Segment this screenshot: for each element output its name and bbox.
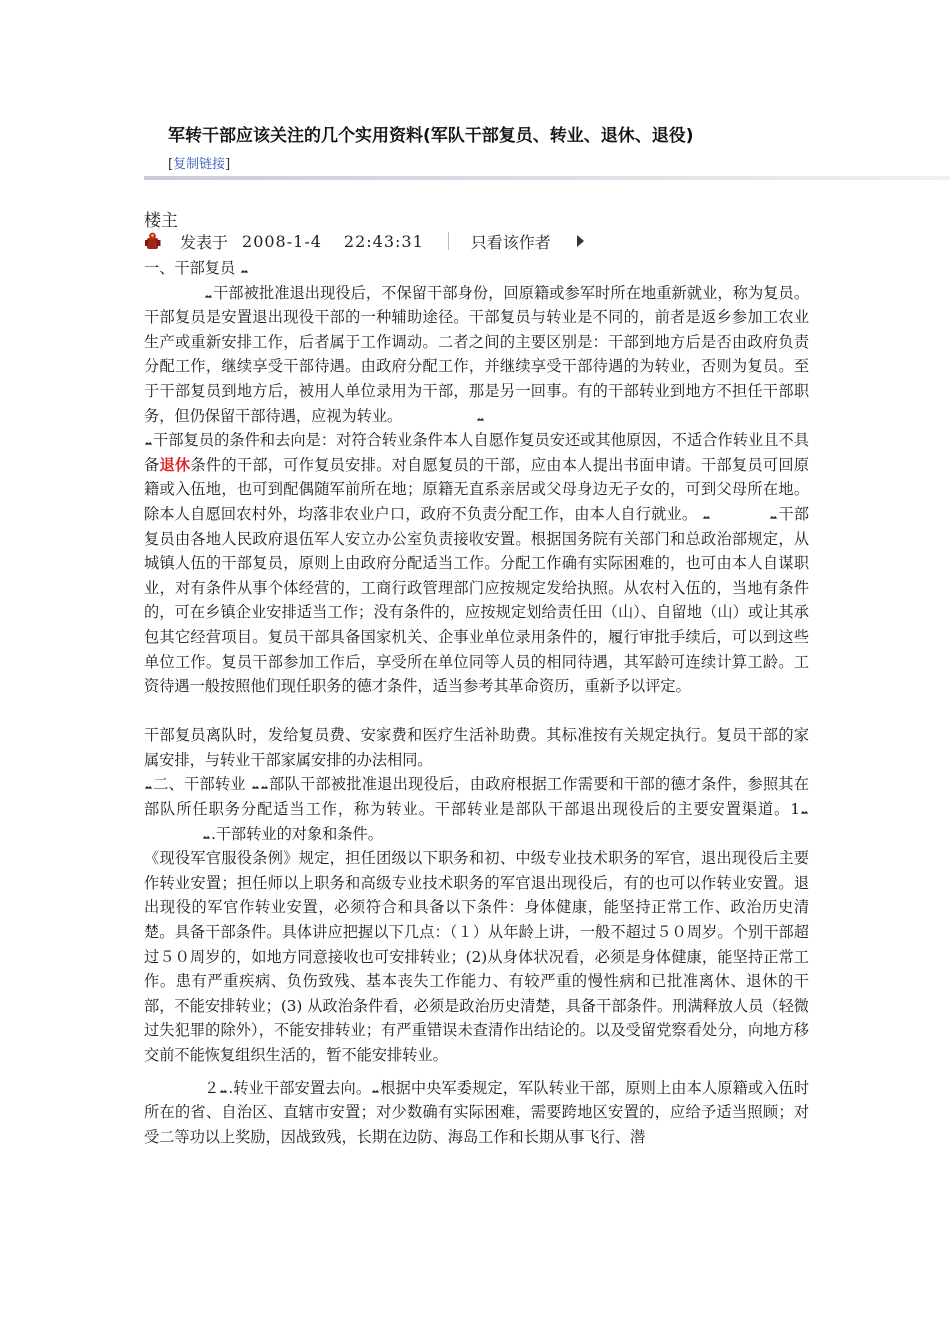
mark-icon bbox=[769, 511, 778, 520]
mark-icon bbox=[800, 806, 809, 815]
section-heading: 二、干部转业 bbox=[153, 775, 246, 794]
paragraph bbox=[144, 281, 809, 429]
user-avatar-icon bbox=[144, 231, 162, 251]
mark-icon bbox=[260, 781, 269, 790]
mark-icon bbox=[371, 1085, 380, 1094]
mark-icon bbox=[204, 290, 213, 299]
paragraph-text: 部队干部被批准退出现役后，由政府根据工作需要和干部的德才条件，参照其在部队所任职务分配适当工作，称为转业。干部转业是部队干部退出现役后的主要安置渠道。1 bbox=[144, 775, 810, 819]
blank-line bbox=[144, 699, 809, 724]
mark-icon bbox=[476, 413, 485, 422]
post-title: 军转干部应该关注的几个实用资料(军队干部复员、转业、退休、退役) bbox=[168, 126, 694, 146]
floor-label: 楼主 bbox=[144, 211, 178, 231]
mark-icon bbox=[144, 437, 153, 446]
posted-label: 发表于 bbox=[180, 232, 229, 252]
post-meta bbox=[144, 230, 664, 252]
paragraph-text: 干部被批准退出现役后，不保留干部身份，回原籍或参军时所在地重新就业，称为复员。干部复员是安置退出现役干部的一种辅助途径。干部复员与转业是不同的，前者是返乡参加工农业生产或重新安排工作，后者属于工作调动。二者之间的主要区别是：干部到地方后是否由政府负责分配工作，继续享受干部待遇。由政府分配工作，并继续享受干部待遇的为转业，否则为复员。至于干部复员到地方后，被用人单位录用为干部，那是另一回事。有的干部转业到地方不担任干部职务，但仍保留干部待遇，应视为转业。 bbox=[144, 283, 809, 425]
title-divider bbox=[144, 176, 950, 180]
paragraph bbox=[144, 1076, 809, 1150]
paragraph-text: 根据中央军委规定，军队转业干部，原则上由本人原籍或入伍时所在的省、自治区、直辖市安置；对少数确有实际困难，需要跨地区安置的，应给予适当照顾；对受二等功以上奖励，因战致残，长期在边防、海岛工作和长期从事飞行、潜 bbox=[144, 1078, 810, 1146]
paragraph-text: 干部复员的条件和去向是：对符合转业条件本人自愿作复员安还或其他原因，不适合作转业且不具备 bbox=[144, 431, 809, 474]
copy-link-button[interactable]: 复制链接 bbox=[173, 157, 226, 172]
mark-icon bbox=[144, 781, 153, 790]
paragraph-text: .转业干部安置去向。 bbox=[228, 1078, 372, 1097]
mark-icon bbox=[251, 781, 260, 790]
paragraph bbox=[144, 772, 809, 846]
paragraph: 《现役军官服役条例》规定，担任团级以下职务和初、中级专业技术职务的军官，退出现役后主要作转业安置；担任师以上职务和高级专业技术职务的军官退出现役后，有的也可以作转业安置。退出现役的军官作转业安置，必须符合和具备以下条件：身体健康，能坚持正常工作、政治历史清楚。具备干部条件。具体讲应把握以下几点：（１）从年龄上讲，一般不超过５０周岁。个别干部超过５０周岁的，如地方同意接收也可安排转业；(2)从身体状况看，必须是身体健康，能坚持正常工作。患有严重疾病、负伤致残、基本丧失工作能力、有较严重的慢性病和已批准离休、退休的干部，不能安排转业；(3) 从政治条件看，必须是政治历史清楚，具备干部条件。刑满释放人员（轻微过失犯罪的除外），不能安排转业；有严重错误未查清作出结论的。以及受留党察看处分，向地方移交前不能恢复组织生活的，暂不能安排转业。 bbox=[144, 849, 809, 1064]
highlight-keyword[interactable]: 退休 bbox=[159, 455, 191, 474]
paragraph-text: ２ bbox=[204, 1078, 220, 1097]
paragraph bbox=[144, 256, 809, 281]
paragraph: 干部复员离队时，发给复员费、安家费和医疗生活补助费。其标准按有关规定执行。复员干部的家属安排，与转业干部家属安排的办法相同。 bbox=[144, 726, 809, 769]
paragraph-text: .干部转业的对象和条件。 bbox=[211, 824, 383, 843]
paragraph-text: 条件的干部，可作复员安排。对自愿复员的干部，应由本人提出书面申请。干部复员可回原籍或入伍地，也可到配偶随军前所在地；原籍无直系亲居或父母身边无子女的，可到父母所在地。除本人自愿回农村外，均落非农业户口，政府不负责分配工作，由本人自行就业。 bbox=[144, 455, 810, 523]
only-author-link[interactable]: 只看该作者 bbox=[470, 232, 551, 252]
mark-icon bbox=[202, 831, 211, 840]
arrow-right-icon[interactable] bbox=[577, 235, 584, 247]
mark-icon bbox=[219, 1085, 228, 1094]
post-time: 22:43:31 bbox=[343, 231, 424, 251]
paragraph bbox=[144, 428, 809, 699]
mark-icon bbox=[702, 511, 711, 520]
post-date: 2008-1-4 bbox=[242, 231, 322, 251]
paragraph-text: 干部复员由各地人民政府退伍军人安立办公室负责接收安置。根据国务院有关部门和总政治部规定，从城镇人伍的干部复员，原则上由政府分配适当工作。分配工作确有实际困难的，也可由本人自谋职业，对有条件从事个体经营的，工商行政管理部门应按规定发给执照。从农村入伍的，当地有条件的，可在乡镇企业安排适当工作；没有条件的，应按规定划给责任田（山）、自留地（山）或让其承包其它经营项目。复员干部具备国家机关、企事业单位录用条件的，履行审批手续后，可以到这些单位工作。复员干部参加工作后，享受所在单位同等人员的相同待遇，其军龄可连续计算工龄。工资待遇一般按照他们现任职务的德才条件，适当参考其革命资历，重新予以评定。 bbox=[144, 504, 810, 696]
copy-link: [复制链接] bbox=[168, 157, 231, 172]
meta-separator bbox=[448, 232, 449, 250]
post-content bbox=[144, 256, 809, 1149]
blank-line bbox=[144, 1068, 809, 1076]
section-heading: 一、干部复员 bbox=[144, 259, 236, 277]
mark-icon bbox=[240, 265, 249, 274]
